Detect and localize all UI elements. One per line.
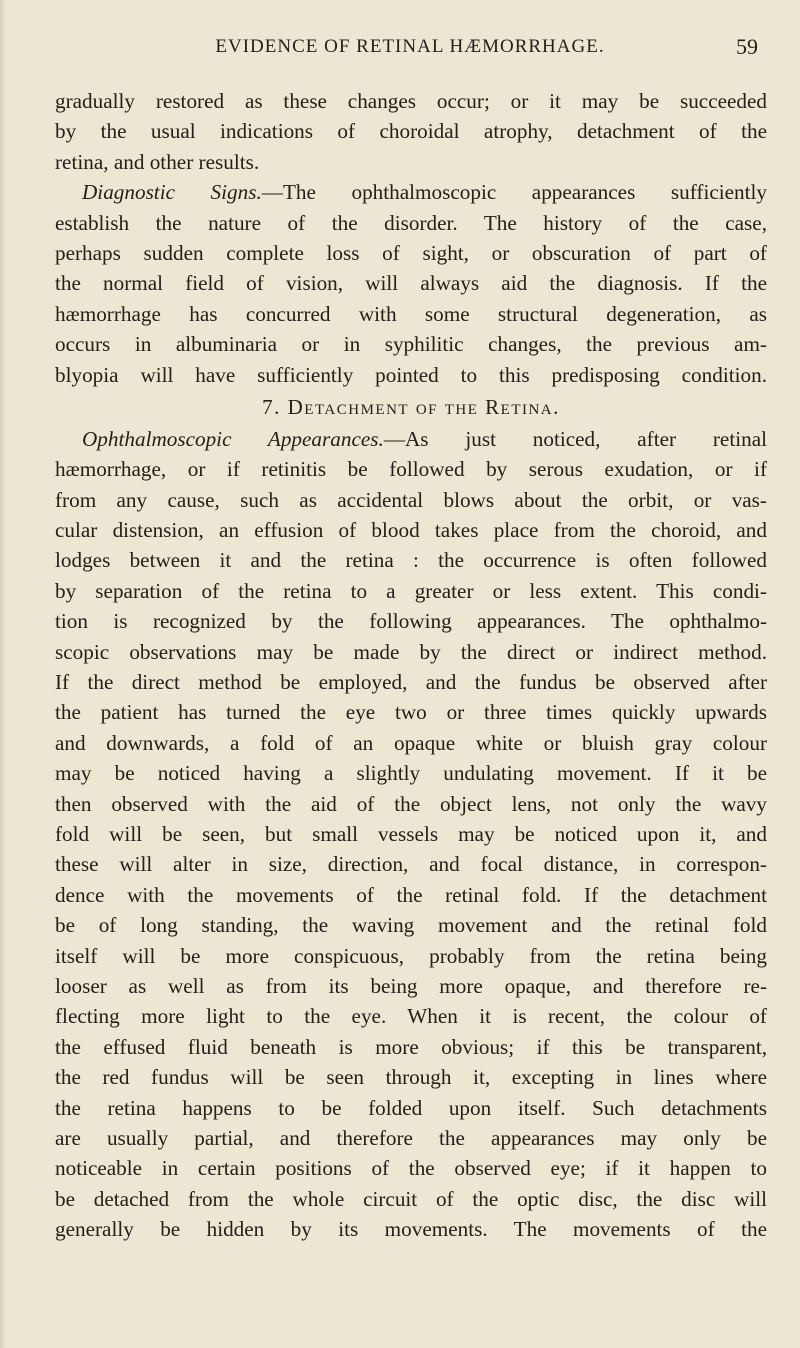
text-line: fold will be seen, but small vessels may be noticed upon it, and — [55, 821, 767, 846]
text-line: by the usual indications of choroidal atrophy, detachment of the — [55, 119, 767, 144]
text-line: noticeable in certain positions of the observed eye; if it happen to — [55, 1156, 767, 1181]
text-line: looser as well as from its being more opaque, and therefore re- — [55, 973, 767, 998]
text-line: hæmorrhage, or if retinitis be followed by serous exudation, or if — [55, 457, 767, 482]
page-binding-shadow — [0, 0, 6, 1348]
section-heading-text: 7. Detachment of the Retina. — [262, 394, 560, 419]
text-line: establish the nature of the disorder. The history of the case, — [55, 210, 767, 235]
text-line: the patient has turned the eye two or three times quickly upwards — [55, 700, 767, 725]
text-line: If the direct method be employed, and the fundus be observed after — [55, 670, 767, 695]
text-line: be detached from the whole circuit of the optic disc, the disc will — [55, 1186, 767, 1211]
text-line: occurs in albuminaria or in syphilitic changes, the previous am- — [55, 332, 767, 357]
text-line: from any cause, such as accidental blows about the orbit, or vas- — [55, 487, 767, 512]
diagnostic-signs-heading: Diagnostic Signs. — [82, 180, 262, 205]
text-line: generally be hidden by its movements. The movements of the — [55, 1217, 767, 1242]
text-line: blyopia will have sufficiently pointed to this predisposing condition. — [55, 362, 767, 387]
text-line: lodges between it and the retina : the occurrence is often followed — [55, 548, 767, 573]
text-line: tion is recognized by the following appearances. The ophthalmo- — [55, 609, 767, 634]
section-heading — [55, 390, 767, 424]
paragraph-diagnostic-first-line — [55, 177, 767, 207]
text-line: may be noticed having a slightly undulating movement. If it be — [55, 761, 767, 786]
running-head — [60, 30, 760, 64]
text-line: dence with the movements of the retinal fold. If the detachment — [55, 882, 767, 907]
paragraph-ophthalmoscopic-first-line — [55, 424, 767, 454]
text-line: the red fundus will be seen through it, excepting in lines where — [55, 1065, 767, 1090]
page-number: 59 — [736, 34, 758, 59]
text-line: itself will be more conspicuous, probably from the retina being — [55, 943, 767, 968]
text-line: flecting more light to the eye. When it is recent, the colour of — [55, 1004, 767, 1029]
text-line: these will alter in size, direction, and focal distance, in correspon- — [55, 852, 767, 877]
text-run: —The ophthalmoscopic appearances sufficiently — [261, 180, 768, 205]
running-title: EVIDENCE OF RETINAL HÆMORRHAGE. — [215, 36, 605, 57]
text-line: hæmorrhage has concurred with some structural degeneration, as — [55, 301, 767, 326]
text-line: by separation of the retina to a greater or less extent. This condi- — [55, 578, 767, 603]
text-line: and downwards, a fold of an opaque white or bluish gray colour — [55, 730, 767, 755]
text-line: the retina happens to be folded upon itself. Such detachments — [55, 1095, 767, 1120]
text-line: the normal field of vision, will always aid the diagnosis. If the — [55, 271, 767, 296]
text-line: are usually partial, and therefore the appearances may only be — [55, 1125, 767, 1150]
text-line: the effused fluid beneath is more obvious; if this be transparent, — [55, 1034, 767, 1059]
text-run: —As just noticed, after retinal — [383, 426, 767, 451]
text-line: retina, and other results. — [55, 149, 260, 174]
text-line: gradually restored as these changes occur; or it may be succeeded — [55, 89, 767, 113]
text-line: perhaps sudden complete loss of sight, or obscuration of part of — [55, 240, 767, 265]
text-line: then observed with the aid of the object lens, not only the wavy — [55, 791, 767, 816]
text-line: scopic observations may be made by the direct or indirect method. — [55, 639, 767, 664]
text-line: be of long standing, the waving movement and the retinal fold — [55, 913, 767, 938]
body-text — [55, 86, 767, 1244]
text-line: cular distension, an effusion of blood takes place from the choroid, and — [55, 518, 767, 543]
ophthalmoscopic-appearances-heading: Ophthalmoscopic Appearances. — [82, 426, 384, 451]
